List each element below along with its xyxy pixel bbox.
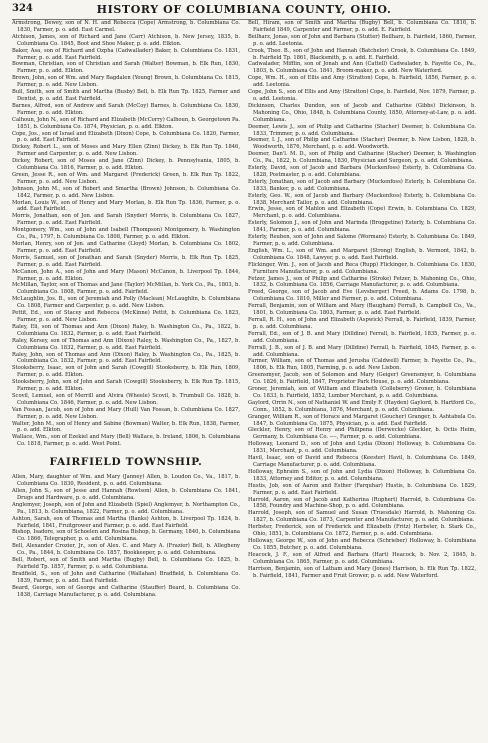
page-header (12, 3, 476, 20)
biography-entry: Calhoun, John N., son of Richard and Elizabeth (McCorry) Calhoun, b. Georgetown Pa. 1851, b. Columbiana Co. 1874, Physician, p. o. add. Elkton. (12, 116, 240, 130)
biography-entry: Esterly, Jonathan, son of Jacob and Barbary (Muckenfoss) Esterly, b. Columbiana Co. 1833, Banker, p. o. add. Columbiana. (248, 178, 476, 192)
biography-entry: Harrold, Aaron, son of Jacob and Katherina (Ruphert) Harrold, b. Columbiana Co. 1858, Foundry and Machine-Shop, p. o. add. Columbiana. (248, 496, 476, 510)
biography-entry: Anglemyer, Joseph, son of John and Elizabeth (Spiel) Anglemyer, b. Northampton Co., Pa., 1813, b. Columbiana, 1822, Farmer, p. o. add. Columbiana. (12, 501, 240, 515)
biography-entry: Havil, Isaac, son of David and Rebecca (Keester) Havil, b. Columbiana Co. 1849, Carriage Manufacturer, p. o. add. Columbiana. (248, 455, 476, 468)
entry-list-fairfield-left (12, 474, 240, 598)
biography-entry: Gaylord, Orrin N., son of Nathaniel W. and Emily F. (Hayden) Gaylord, b. Hartford Co., Conn., 1852, b. Columbiana, 1876, Merchant, p. o. add. Columbiana. (248, 399, 476, 413)
page-title: HISTORY OF COLUMBIANA COUNTY, OHIO. (96, 3, 392, 16)
biography-entry: Hustis, Job, son of Aaron and Esther (Farquhar) Hustis, b. Columbiana Co. 1829, Farmer, p. o. add. East Fairfield. (248, 482, 476, 496)
biography-entry: Fetzer, James J., son of Philip and Catharine (Stroke) Fetzer, b. Mahoning Co., Ohio, 1832, b. Columbiana Co. 1856, Carriage Manufacturer, p. o. add. Columbiana. (248, 275, 476, 289)
left-column (12, 20, 240, 743)
biography-entry: Ferrall, R. H., son of John and Elizabeth (Aspwick) Ferrall, b. Fairfield, 1839, Farmer, p. o. add. Columbiana. (248, 316, 476, 330)
biography-entry: Esterly, Solomon J., son of John and Marinda (Broggetine) Esterly, b. Columbiana Co. 1841, Farmer, p. o. add. Columbiana. (248, 220, 476, 234)
biography-entry: Holloway, Ephraim S., son of John and Lydia (Dixon) Holloway, b. Columbiana Co. 1833, Attorney and Editor, p. o. add. Columbiana. (248, 468, 476, 482)
biography-entry: Morlan, Henry, son of Jon. and Catharine (Lloyd) Morlan, b. Columbiana Co. 1802, Farmer, p. o. add. East Fairfield. (12, 241, 240, 254)
biography-entry: Heacock, J. F., son of Alfred and Barbara (Hart) Heacock, b. Nov. 2, 1845, b. Columbiana Co. 1865, Farmer, p. o. add. Columbiana. (248, 551, 476, 565)
biography-entry: Bell, Robert, son of Smith and Martha (Bugby) Bell, b. Columbiana Co. 1825, b. Fairfield Tp. 1857, Farmer, p. o. add. Columbiana. (12, 557, 240, 570)
biography-entry: Bradfield, S., son of John and Catharine (Wallahan) Bradfield, b. Columbiana Co. 1839, Farmer, p. o. add. East Fairfield. (12, 570, 240, 584)
biography-entry: Dickey, Robert, son of Moses and Jane (Zinn) Dickey, b. Pennsylvania, 1805, b. Columbiana Co. 1816, Farmer, p. o. add. Elkton. (12, 158, 240, 172)
biography-entry: Dickey, Robert L., son of Moses and Mary Ellen (Zinn) Dickey, b. Elk Run Tp. 1846, Farmer and Carpenter, p. o. add. New Lisbon. (12, 144, 240, 158)
biography-entry: Ferrall, J. B., son of J. B. and Mary (Dilldine) Ferrall, b. Fairfield, 1845, Farmer, p. o. add. Columbiana. (248, 344, 476, 358)
biography-entry: Harrison, Benjamin, son of Latham and Mary (Jones) Harrison, b. Elk Run Tp. 1822, b. Fairfield, 1841, Farmer and Fruit Grower, p. o. add. New Waterford. (248, 565, 476, 579)
biography-entry: Walter, John M., son of Henry and Sabine (Bowman) Walter, b. Elk Run, 1838, Farmer, p. o. add. Elkton. (12, 420, 240, 434)
biography-entry: Raley, John, son of Thomas and Ann (Dixon) Raley, b. Washington Co., Pa., 1825, b. Columbiana Co. 1832, Farmer, p. o. add. East Fairfield. (12, 351, 240, 365)
biography-entry: Groner, Jeremiah, son of William and Elizabeth (Colleberry) Groner, b. Columbiana Co. 1833, b. Fairfield, 1852, Lumber Merchant, p. o. add. Columbiana. (248, 386, 476, 399)
biography-entry: Freed, George, son of Jacob and Eve (Levsberger) Freed, b. Adams Co. 1798, b. Columbiana Co. 1810, Miller and Farmer, p. o. add. Columbiana. (248, 289, 476, 303)
biography-entry: McLaughlin, Jos. B., son of Jeremiah and Polly (Maclean) McLaughlin, b. Columbiana Co. 1808, Farmer and Carpenter, p. o. add. New Lisbon. (12, 296, 240, 310)
biography-entry: Dickinson, Charles Dundon, son of Jacob and Catharine (Gibbs) Dickinson, b. Mahoning Co., Ohio, 1848, b. Columbiana County, 1850, Attorney-at-Law, p. o. add. Columbiana. (248, 102, 476, 123)
biography-entry: Ferrall, Benjamin, son of William and Mary (Baugham) Ferrall, b. Campbell Co., Va., 1801, b. Columbiana Co. 1803, Farmer, p. o. add. East Fairfield. (248, 303, 476, 317)
biography-entry: Holloway, Leonard D., son of John and Lydia (Dixon) Holloway, b. Columbiana Co. 1831, Merchant, p. o. add. Columbiana. (248, 441, 476, 455)
biography-entry: Beard, George, son of George and Catharine (Stauffer) Beard, b. Columbiana Co. 1838, Carriage Manufacturer, p. o. add. Columbiana. (12, 584, 240, 598)
biography-entry: Bull, Smith, son of Smith and Martha (Busby) Bell, b. Elk Run Tp. 1825, Farmer and Dentist, p. o. add. East Fairfield. (12, 89, 240, 102)
entry-list-elk-run (12, 20, 240, 448)
biography-entry: English, Wm. L., son of Wm. and Margaret (Strong) English, b. Vermont, 1842, b. Columbiana Co. 1848, Lawyer, p. o. add. East Fairfield. (248, 247, 476, 261)
biography-entry: Brown, John, son of Wm. and Mary Bagdalen (Young) Brown, b. Columbiana Co. 1815, Farmer, p. o. add. New Lisbon. (12, 75, 240, 89)
biography-entry: Farmer, William, son of Thomas and Jerusha (Caldwell) Farmer, b. Fayette Co., Pa., 1806, b. Elk Run, 1805, Farming, p. o. add. New Lisbon. (248, 358, 476, 372)
biography-entry: Deemer, Dan'l. M. D., son of Philip and Catharine (Stacher) Deemer, b. Washington Co., Pa., 1822, b. Columbiana, 1830, Physician and Surgeon, p. o. add. Columbiana. (248, 151, 476, 165)
biography-entry: Morris, Samuel, son of Jonathan and Sarah (Snyder) Morris, b. Elk Run Tp. 1825, Farmer, p. o. add. East Fairfield. (12, 254, 240, 268)
entry-list-fairfield-right (248, 20, 476, 579)
biography-entry: Bishop, Isadore, son of Schoelen and Rosina Bishop, b. Germany, 1840, b. Columbiana Co. 1866, Telegrapher, p. o. add. Columbiana. (12, 529, 240, 543)
biography-entry: Crook, Theo. B., son of John and Hannah (Batchelor) Crook, b. Columbiana Co. 1849, b. Fairfield Tp. 1861, Blacksmith, p. o. add. E. Fairfield. (248, 47, 476, 61)
biography-entry: Esterly, Reuben, son of John and Salome (Wormans) Esterly, b. Columbiana Co. 1849, Farmer, p. o. add. Columbiana. (248, 234, 476, 247)
text-columns (12, 20, 476, 743)
biography-entry: Flickinger, Wm. J., son of Jacob and Reca (Rupp) Flickinger, b. Columbiana Co. 1830, Furniture Manufacturer, p. o. add. Columbiana. (248, 261, 476, 275)
biography-entry: Scovil, Lemuel, son of Merrill and Alvira (Wheele) Scovil, b. Trumbull Co. 1828, b. Columbiana Co. 1846, Farmer, p. o. add. New Lisbon. (12, 392, 240, 406)
biography-entry: Montgomery, Wm., son of John and Isabell (Thompson) Montgomery, b. Washington Co., Pa., 1797, b. Columbiana Co. 1808, Farmer, p. o. add. Elkton. (12, 227, 240, 241)
biography-entry: Cadwalader, Mifflin, son of Jonah and Ann (Cattell) Cadwalader, b. Fayette Co., Pa., 1803, b. Columbiana Co. 1841, Broom-maker, p. o. add. New Waterford. (248, 61, 476, 75)
biography-entry: Deemer, Lewis J., son of Philip and Catharine (Stacher) Deemer, b. Columbiana Co. 1833, Trimmer, p. o. add. Columbiana. (248, 123, 476, 137)
biography-entry: Atchison, James, son of Richard and Jane (Carr) Atchison, b. New Jersey, 1835, b. Columbiana Co. 1845, Boot and Shoe Maker, p. o. add. Elkton. (12, 33, 240, 47)
biography-entry: Granger, William R., son of Horace and Margaret (Goucher) Granger, b. Ashtabula Co. 1847, b. Columbiana Co. 1875, Physician, p. o. add. East Fairfield. (248, 413, 476, 427)
biography-entry: Holloway, George W., son of John and Rebecca (Schrieber) Holloway, b. Columbiana Co. 1855, Butcher, p. o. add. Columbiana. (248, 537, 476, 551)
biography-entry: Stooksberry, Isaac, son of John and Sarah (Cowgill) Stooksberry, b. Elk Run, 1809, Farmer, p. o. add. Elkton. (12, 365, 240, 379)
biography-entry: Bell, Hiram, son of Smith and Martha (Bugby) Bell, b. Columbiana Co. 1816, b. Fairfield 1849, Carpenter and Farmer, p. o. add. E. Fairfield. (248, 20, 476, 33)
biography-entry: Raley, Eli, son of Thomas and Ann (Dixon) Raley, b. Washington Co., Pa., 1822, b. Columbiana Co. 1832, Farmer, p. o. add. East Fairfield. (12, 323, 240, 337)
biography-entry: Beilharz, Jonas, son of John and Barbara (Stutter) Beilharz, b. Fairfield, 1860, Farmer, p. o. add. Leetonia. (248, 33, 476, 47)
page-number: 324 (12, 3, 33, 14)
biography-entry: Deemer, I. J., son of Philip and Catharine (Stacher) Deemer, b. New Lisbon, 1828, b. Woodworth, 1876, Merchant, p. o. add. Woodworth. (248, 137, 476, 151)
biography-entry: Bowman, Christian, son of Christian and Sarah (Walter) Bowman, b. Elk Run, 1830, Farmer, p. o. add. Elkton. (12, 61, 240, 75)
biography-entry: Cope, Jos., son of Israel and Elizabeth (Dixon) Cope, b. Columbiana Co. 1820, Farmer, p. o. add. East Fairfield. (12, 130, 240, 144)
biography-entry: Cope, Wm. H., son of Ellis and Amy (Stratton) Cope, b. Fairfield, 1856, Farmer, p. o. add. Leetonia. (248, 75, 476, 89)
biography-entry: Van Fossan, Jacob, son of John and Mary (Hull) Van Fossan, b. Columbiana Co. 1827, Farmer, p. o. add. New Lisbon. (12, 406, 240, 420)
biography-entry: Green, Jesse R., son of Wm. and Margaret (Frederick) Green, b. Elk Run Tp. 1822, Farmer, p. o. add. New Lisbon. (12, 171, 240, 185)
biography-entry: Gleckler, Henry, son of Henry and Philipena (Derwecke) Gleckler, b. Octis Heim, Germany, b. Columbiana Co. ----, Farmer, p. o. add. Columbiana. (248, 427, 476, 441)
biography-entry: Esterly, Geo. W., son of Jacob and Barbary (Muckenfoss) Esterly, b. Columbiana Co. 1838, Merchant Tailor, p. o. add. Columbiana. (248, 192, 476, 206)
biography-entry: Harrold, Joseph, son of Samuel and Susan (Truesdale) Harrold, b. Mahoning Co. 1827, b. Columbiana Co. 1873, Carpenter and Manufacturer, p. o. add. Columbiana. (248, 510, 476, 524)
biography-entry: Barnes, Alfred, son of Andrew and Sarah (McCoy) Barnes, b. Columbiana Co. 1830, Farmer, p. o. add. Elkton. (12, 102, 240, 116)
biography-entry: Morris, Jonathan, son of Jon. and Sarah (Snyder) Morris, b. Columbiana Co. 1827, Farmer, p. o. add. East Fairfield. (12, 213, 240, 227)
biography-entry: Baker, Asa, son of Richard and Ozpha (Cadwallader) Baker, b. Columbiana Co. 1831, Farmer, p. o. add. East Fairfield. (12, 47, 240, 61)
biography-entry: Bell, Alexander Crozier, Jr., son of Alex. C. and Mary A. (Frazier) Bell, b. Allegheny Co., Pa., 1844, b. Columbiana Co. 1857, Bookkeeper, p. o. add. Columbiana. (12, 543, 240, 557)
biography-entry: Allen, John S., son of Jesse and Hannah (Rowlson) Allen, b. Columbiana Co. 1841, Drugs and Hardware, p. o. add. Columbiana. (12, 488, 240, 501)
biography-entry: Raley, Kersey, son of Thomas and Ann (Dixon) Raley, b. Washington Co., Pa., 1827, b. Columbiana Co. 1832, Farmer, p. o. add. East Fairfield. (12, 337, 240, 351)
biography-entry: Ashton, Sarah, son of Thomas and Martha (Banks) Ashton, b. Liverpool Tp. 1824, b. Fairfield, 1841, Fruitgrower and Farmer, p. o. add. East Fairfield. (12, 515, 240, 529)
biography-entry: Wallace, Wm., son of Ezekiel and Mary (Bell) Wallace, b. Ireland, 1806, b. Columbiana Co. 1818, Farmer, p. o. add. West Point. (12, 434, 240, 448)
biography-entry: Cope, John S., son of Ellis and Amy (Stratton) Cope, b. Fairfield, Nov. 1879, Farmer, p. o. add. Leetonia. (248, 89, 476, 102)
biography-entry: Ferrall, Ed., son of J. B. and Mary (Dilldine) Ferrall, b. Fairfield, 1835, Farmer, p. o. add. Columbiana. (248, 330, 476, 344)
biography-entry: Esterly, David, son of Jacob and Barbara (Muckenfoss) Esterly, b. Columbiana Co. 1828, Postmaster, p. o. add. Columbiana. (248, 165, 476, 178)
biography-entry: Allen, Mary, daughter of Wm. and Mary (Janney) Allen, b. Loudon Co., Va., 1817, b. Columbiana Co. 1830, Resident, p. o. add. Columbiana. (12, 474, 240, 488)
biography-entry: Pettit, Ed., son of Stacey and Rebecca (McKinne) Pettit, b. Columbiana Co. 1823, Farmer, p. o. add. New Lisbon. (12, 310, 240, 323)
biography-entry: Johnson, John M., son of Robert and Smartha (Brown) Johnson, b. Columbiana Co. 1842, Farmer, p. o. add. New Lisbon. (12, 185, 240, 199)
biography-entry: McCanon, John A., son of John and Mary (Mason) McCanon, b. Liverpool Tp. 1844, Farmer, p. o. add. Elkton. (12, 268, 240, 282)
section-heading-fairfield: FAIRFIELD TOWNSHIP. (49, 456, 203, 469)
biography-entry: Erwin, Jesse, son of Mahlon and Elizabeth (Cope) Erwin, b. Columbiana Co. 1829, Merchant, p. o. add. Columbiana. (248, 206, 476, 220)
biography-entry: Greensmyer, Jacob, son of Solomon and Mary (Geiger) Greensmyer, b. Columbiana Co. 1826, b. Fairfield, 1847, Proprietor Park House, p. o. add. Columbiana. (248, 372, 476, 386)
biography-entry: McMillan, Taylor, son of Thomas and Jane (Taylor) McMillan, b. York Co., Pa., 1803, b. Columbiana Co. 1808, Farmer, p. o. add. Fairfield. (12, 282, 240, 296)
biography-entry: Armstrong, Dewey, son of N. H. and Rebecca (Cope) Armstrong, b. Columbiana Co. 1830, Farmer, p. o. add. East Carmel. (12, 20, 240, 33)
biography-entry: Stooksberry, John, son of John and Sarah (Cowgill) Stooksberry, b. Elk Run Tp. 1815, Farmer, p. o. add. Elkton. (12, 379, 240, 393)
biography-entry: Herbster, Frederick, son of Frederick and Elizabeth (Fritz) Herbster, b. Stark Co., Ohio, 1851, b. Columbiana Co. 1872, Farmer, p. o. add. Columbiana. (248, 524, 476, 538)
right-column (248, 20, 476, 743)
biography-entry: Morlan, Louis W., son of Henry and Mary Morlan, b. Elk Run Tp. 1836, Farmer, p. o. add. East Fairfield. (12, 199, 240, 213)
